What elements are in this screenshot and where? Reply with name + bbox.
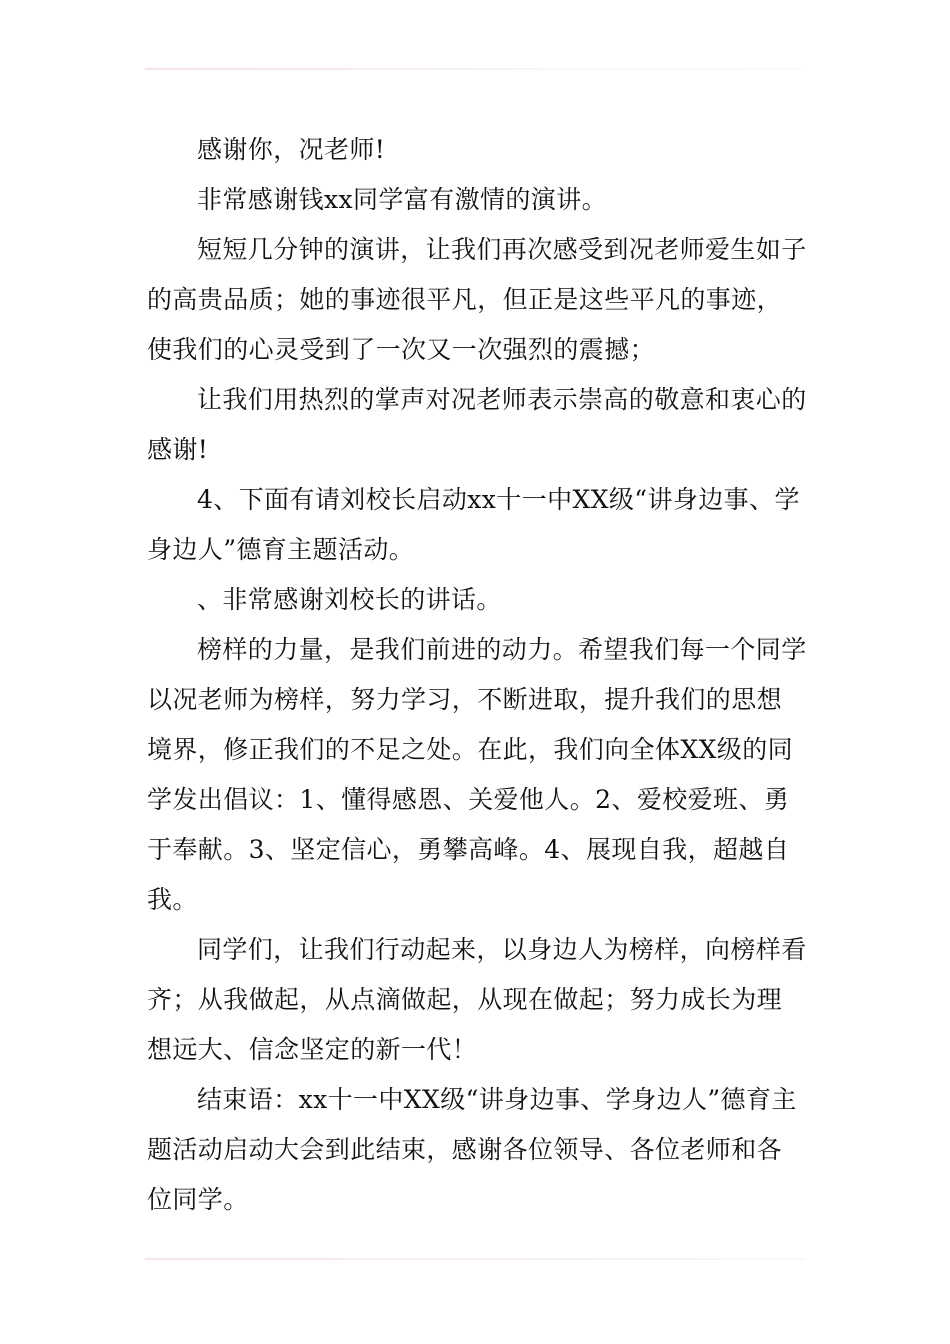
paragraph-principal-launch: 4、下面有请刘校长启动xx十一中XX级“讲身边事、学身边人”德育主题活动。 — [147, 485, 800, 564]
header-rule — [145, 68, 805, 70]
paragraph-call-to-action: 同学们，让我们行动起来，以身边人为榜样，向榜样看齐；从我做起，从点滴做起，从现在做起；努力成长为理想远大、信念坚定的新一代！ — [147, 935, 807, 1064]
paragraph-role-model: 榜样的力量，是我们前进的动力。希望我们每一个同学以况老师为榜样，努力学习，不断进取，提升我们的思想境界，修正我们的不足之处。在此，我们向全体XX级的同学发出倡议：1、懂得感恩、关爱他人。2、爱校爱班、勇于奉献。3、坚定信心，勇攀高峰。4、展现自我，超越自我。 — [147, 635, 807, 914]
paragraph-thanks-student: 非常感谢钱xx同学富有激情的演讲。 — [197, 185, 607, 214]
footer-rule — [145, 1258, 805, 1260]
paragraph-thanks-principal: 、非常感谢刘校长的讲话。 — [197, 585, 502, 614]
paragraph-speech-summary: 短短几分钟的演讲，让我们再次感受到况老师爱生如子的高贵品质；她的事迹很平凡，但正是这些平凡的事迹，使我们的心灵受到了一次又一次强烈的震撼； — [147, 235, 807, 364]
paragraph-thanks-teacher: 感谢你，况老师! — [197, 135, 386, 164]
paragraph-applause: 让我们用热烈的掌声对况老师表示崇高的敬意和衷心的感谢! — [147, 385, 807, 464]
paragraph-closing: 结束语：xx十一中XX级“讲身边事、学身边人”德育主题活动启动大会到此结束，感谢各位领导、各位老师和各位同学。 — [147, 1085, 797, 1214]
document-body — [147, 125, 807, 1225]
